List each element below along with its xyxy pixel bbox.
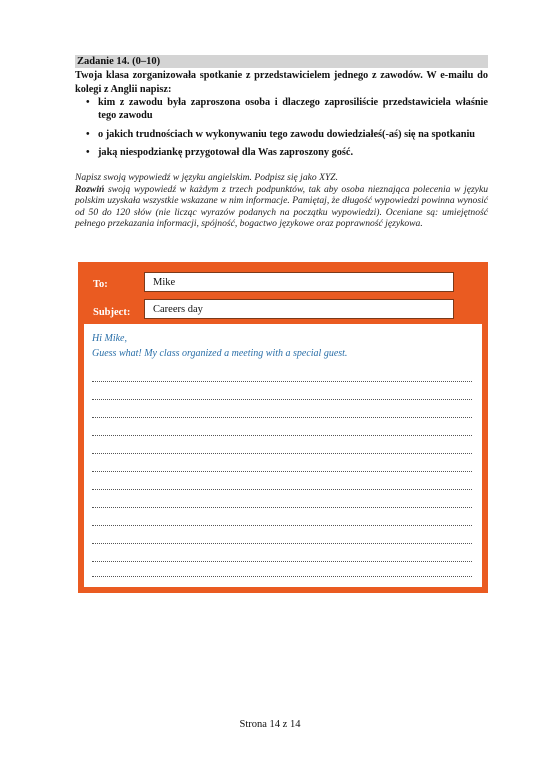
email-opening-line: Guess what! My class organized a meeting with a special guest. [92, 348, 348, 359]
email-body-area[interactable] [84, 324, 482, 587]
instruction-text: swoją wypowiedź w każdym z trzech podpunktów, tak aby osoba nieznająca polecenia w języku polskim uzyskała wszystkie wskazane w nim informacje. Pamiętaj, że długość wypowiedzi powinna wynosić od 50 do 120 słów (nie licząc wyrazów podanych na początku wypowiedzi). Oceniane są: umiejętność pełnego przekazania informacji, spójność, bogactwo językowe oraz poprawność językowa. [75, 183, 488, 230]
task-bullet-text: jaką niespodziankę przygotował dla Was zaproszony gość. [98, 146, 354, 158]
to-label: To: [93, 279, 108, 290]
writing-line[interactable] [92, 399, 472, 400]
writing-line[interactable] [92, 489, 472, 490]
writing-line[interactable] [92, 417, 472, 418]
subject-label: Subject: [93, 307, 131, 318]
writing-line[interactable] [92, 576, 472, 577]
writing-line[interactable] [92, 381, 472, 382]
task-bullet-text: kim z zawodu była zaproszona osoba i dlaczego zaprosiliście przedstawiciela właśnie tego zawodu [98, 97, 488, 122]
writing-line[interactable] [92, 471, 472, 472]
writing-line[interactable] [92, 435, 472, 436]
task-bullet-list [75, 96, 488, 164]
instruction-paragraph [75, 184, 488, 230]
task-bullet-text: o jakich trudnościach w wykonywaniu tego zawodu dowiedziałeś(-aś) się na spotkaniu [98, 128, 476, 140]
writing-line[interactable] [92, 453, 472, 454]
page-number: Strona 14 z 14 [239, 719, 301, 730]
writing-line[interactable] [92, 507, 472, 508]
writing-line[interactable] [92, 525, 472, 526]
email-greeting: Hi Mike, [92, 333, 127, 344]
instruction-line: Napisz swoją wypowiedź w języku angielskim. Podpisz się jako XYZ. [75, 172, 339, 183]
subject-field[interactable]: Careers day [144, 299, 454, 319]
bullet-icon: • [86, 97, 90, 108]
email-form [78, 262, 488, 593]
bullet-icon: • [86, 128, 90, 140]
writing-line[interactable] [92, 543, 472, 544]
task-bullet [75, 96, 488, 123]
bullet-icon: • [86, 146, 90, 158]
task-header: Zadanie 14. (0–10) [75, 55, 488, 68]
task-bullet [75, 128, 488, 141]
writing-line[interactable] [92, 561, 472, 562]
task-intro: Twoja klasa zorganizowała spotkanie z przedstawicielem jednego z zawodów. W e-mailu do kolegi z Anglii napisz: [75, 70, 488, 95]
to-field[interactable]: Mike [144, 272, 454, 292]
task-instructions [75, 172, 488, 230]
instruction-bold-word: Rozwiń [75, 183, 105, 195]
task-bullet [75, 146, 488, 159]
